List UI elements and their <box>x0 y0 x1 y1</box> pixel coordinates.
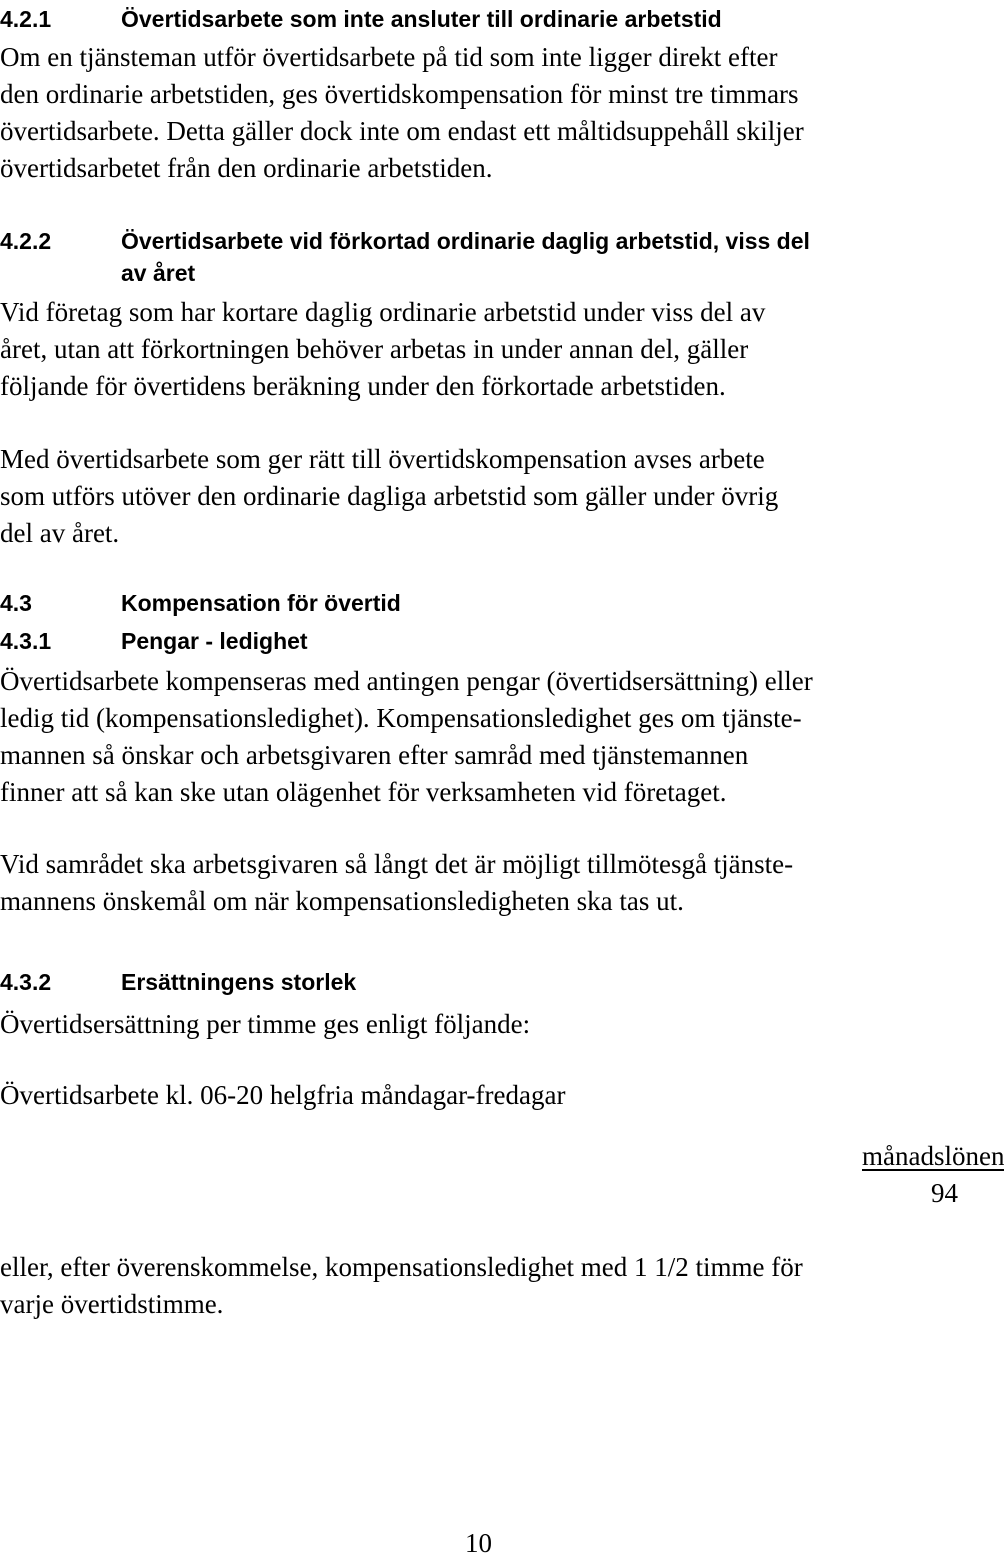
text-line: mannens önskemål om när kompensationsledigheten ska tas ut. <box>0 886 684 916</box>
text-line: del av året. <box>0 518 120 548</box>
text-line: Övertidsarbete kompenseras med antingen pengar (övertidsersättning) eller <box>0 666 813 696</box>
heading-number: 4.3.2 <box>0 969 52 995</box>
text-line: året, utan att förkortningen behöver arbetas in under annan del, gäller <box>0 334 749 364</box>
text-line: finner att så kan ske utan olägenhet för verksamheten vid företaget. <box>0 777 727 807</box>
text-line: Med övertidsarbete som ger rätt till övertidskompensation avses arbete <box>0 444 765 474</box>
heading-number: 4.3.1 <box>0 628 52 654</box>
ersattning-after <box>0 1249 803 1323</box>
text-line: varje övertidstimme. <box>0 1289 224 1319</box>
heading-title-line: Övertidsarbete vid förkortad ordinarie daglig arbetstid, viss del <box>121 228 810 254</box>
formula-numerator-text: månadslönen <box>862 1141 1004 1171</box>
paragraph-4-2-2-a <box>0 294 765 405</box>
ersattning-intro: Övertidsersättning per timme ges enligt följande: <box>0 1009 531 1039</box>
text-line: ledig tid (kompensationsledighet). Kompensationsledighet ges om tjänste- <box>0 703 802 733</box>
formula-denominator: 94 <box>931 1178 958 1208</box>
text-line: Om en tjänsteman utför övertidsarbete på tid som inte ligger direkt efter <box>0 42 778 72</box>
heading-title: Övertidsarbete som inte ansluter till ordinarie arbetstid <box>121 6 722 32</box>
heading-4-3-2 <box>0 967 960 997</box>
text-line: mannen så önskar och arbetsgivaren efter samråd med tjänstemannen <box>0 740 749 770</box>
heading-4-3 <box>0 588 960 618</box>
heading-4-3-1 <box>0 626 960 656</box>
text-line: övertidsarbetet från den ordinarie arbetstiden. <box>0 153 493 183</box>
page-number: 10 <box>465 1528 492 1558</box>
paragraph-4-2-2-b <box>0 441 778 552</box>
paragraph-4-3-1-b <box>0 846 793 920</box>
heading-4-2-1 <box>0 4 960 34</box>
heading-number: 4.2.2 <box>0 228 52 254</box>
heading-title: Pengar - ledighet <box>121 628 308 654</box>
text-line: följande för övertidens beräkning under den förkortade arbetstiden. <box>0 371 726 401</box>
heading-title: Ersättningens storlek <box>121 969 357 995</box>
heading-title: Kompensation för övertid <box>121 590 401 616</box>
heading-number: 4.3 <box>0 590 32 616</box>
ersattning-condition: Övertidsarbete kl. 06-20 helgfria måndagar-fredagar <box>0 1080 566 1110</box>
text-line: Vid samrådet ska arbetsgivaren så långt det är möjligt tillmötesgå tjänste- <box>0 849 794 879</box>
heading-4-2-2 <box>0 226 960 288</box>
text-line: som utförs utöver den ordinarie dagliga arbetstid som gäller under övrig <box>0 481 779 511</box>
paragraph-4-2-1 <box>0 39 804 187</box>
text-line: Vid företag som har kortare daglig ordinarie arbetstid under viss del av <box>0 297 766 327</box>
paragraph-4-3-1-a <box>0 663 813 811</box>
heading-title-line: av året <box>121 260 196 286</box>
formula-numerator <box>862 1138 1004 1175</box>
heading-number: 4.2.1 <box>0 6 52 32</box>
text-line: den ordinarie arbetstiden, ges övertidskompensation för minst tre timmars <box>0 79 799 109</box>
text-line: eller, efter överenskommelse, kompensationsledighet med 1 1/2 timme för <box>0 1252 803 1282</box>
text-line: övertidsarbete. Detta gäller dock inte om endast ett måltidsuppehåll skiljer <box>0 116 804 146</box>
